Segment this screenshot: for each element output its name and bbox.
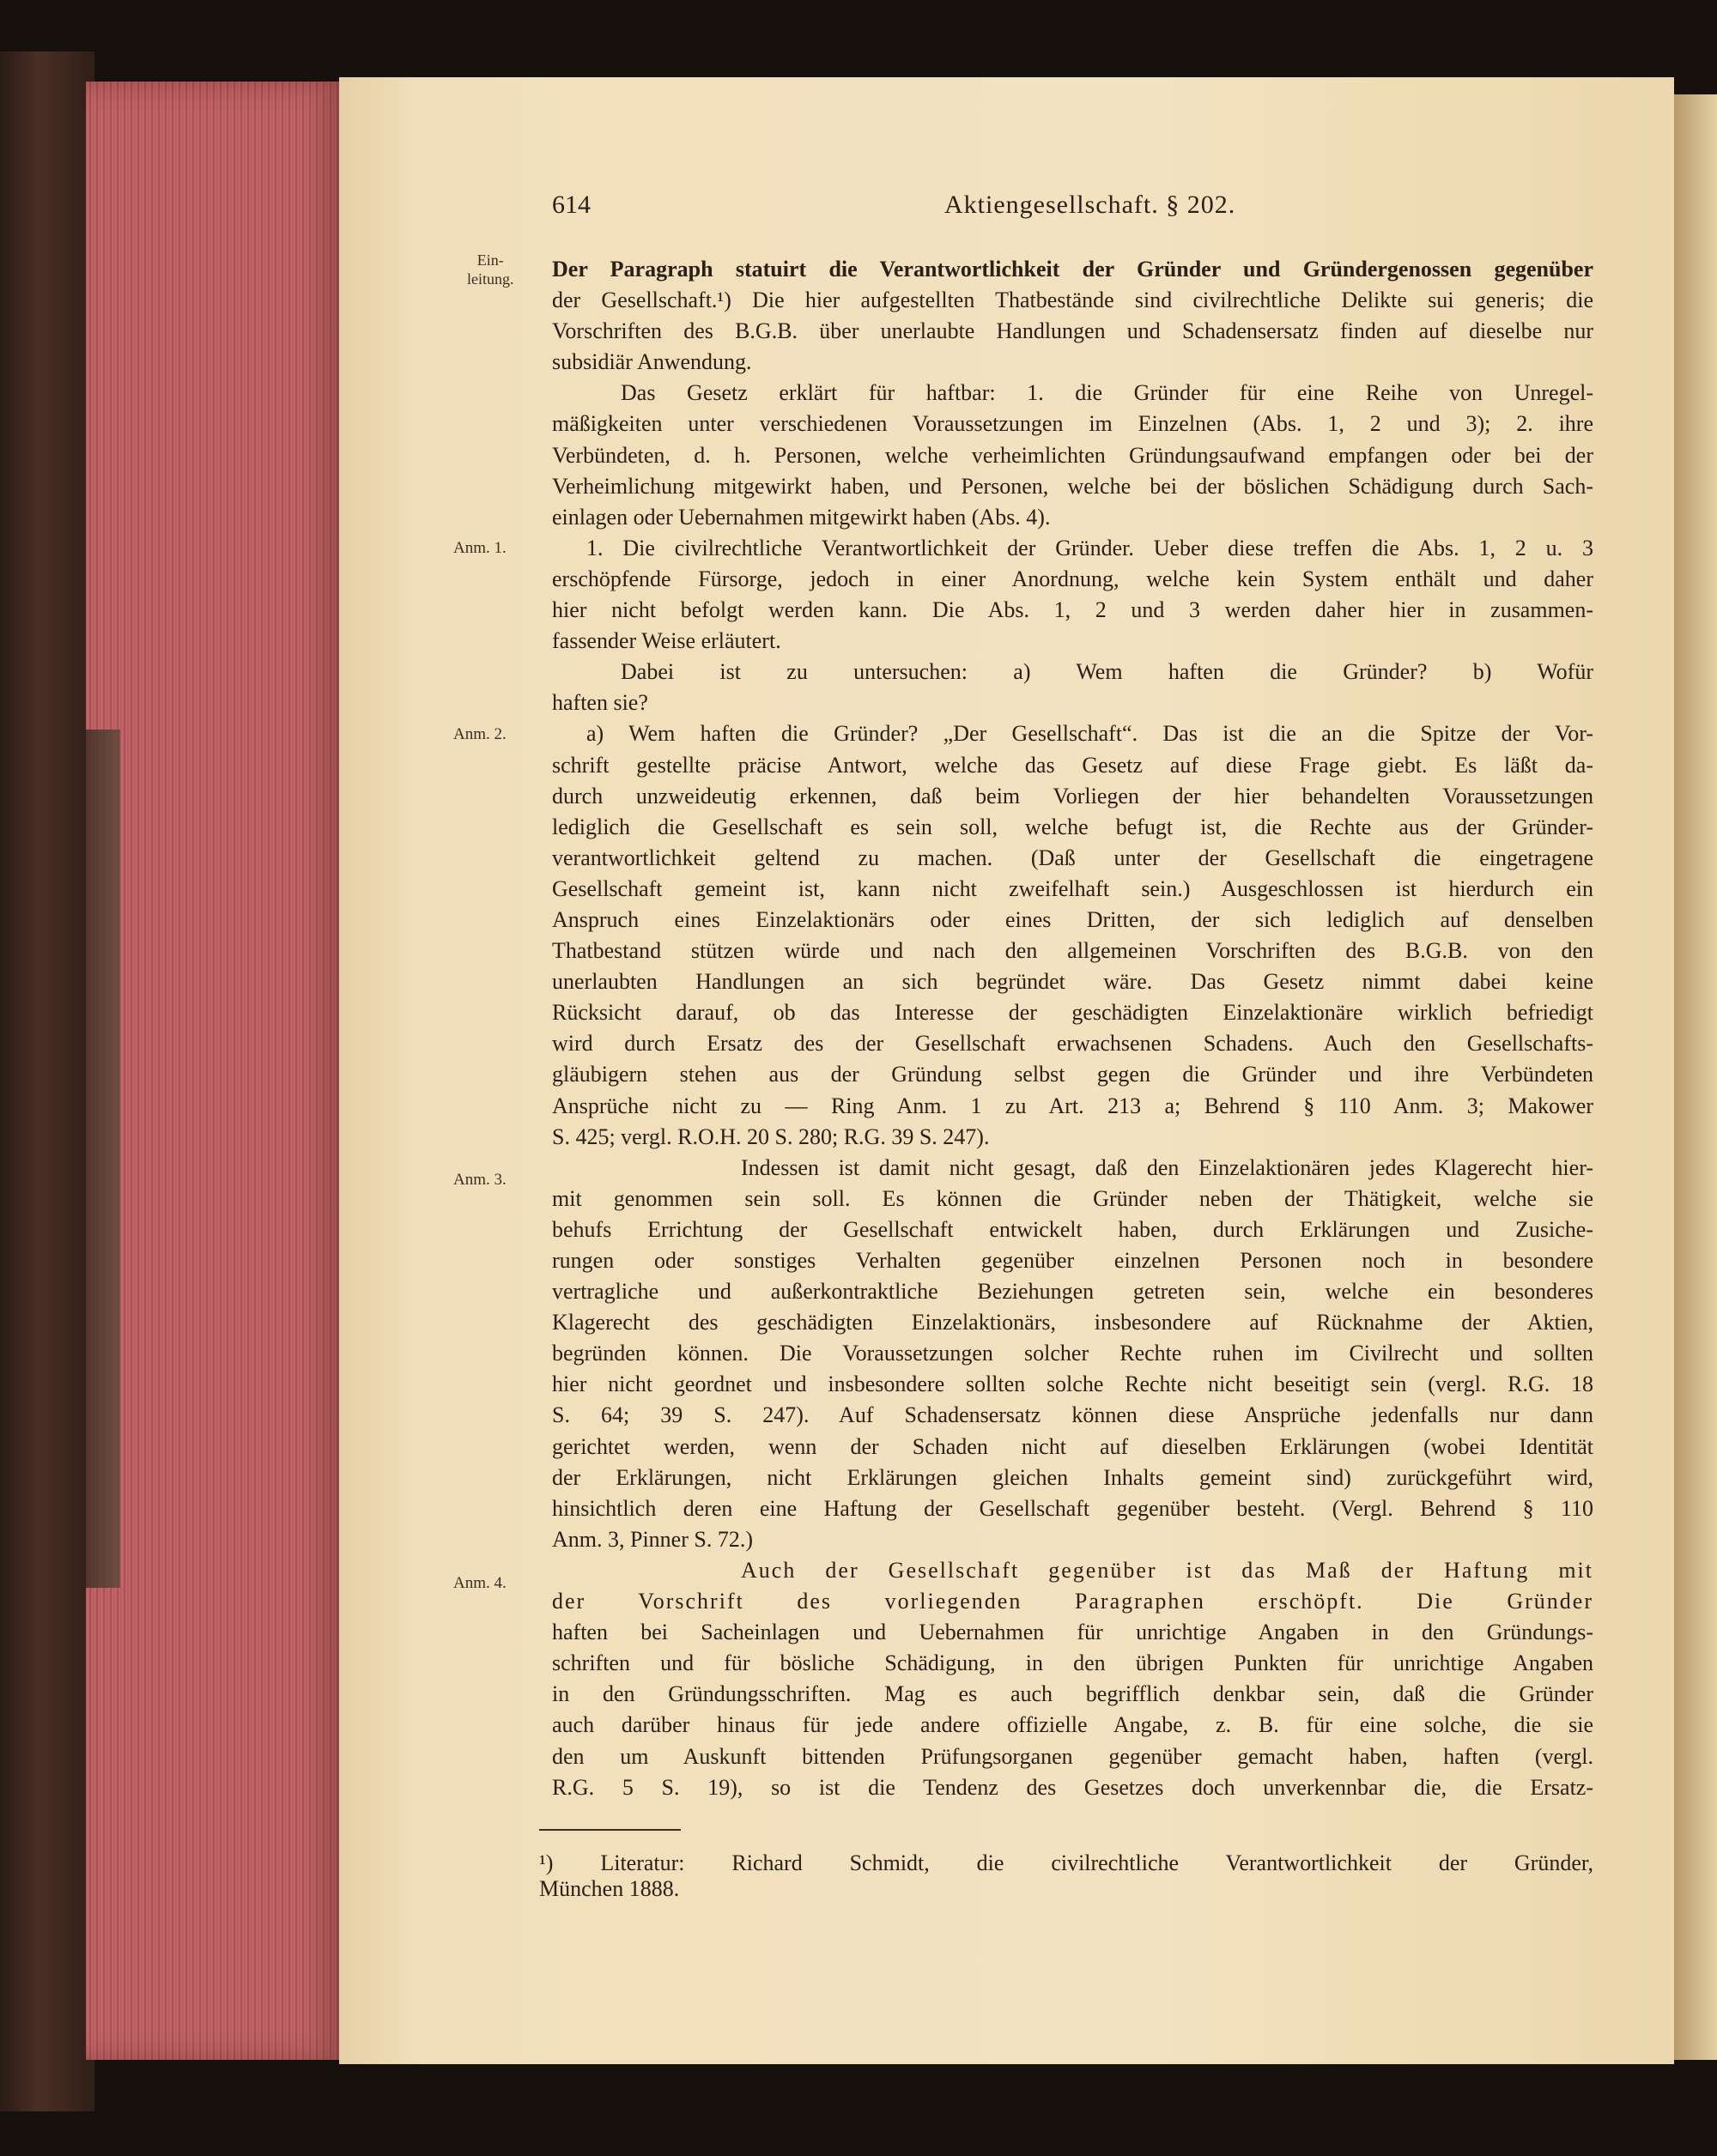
text-line: schriften und für bösliche Schädigung, in den übrigen Punkten für unrichtige Angaben — [552, 1650, 1593, 1676]
text-line: erschöpfende Fürsorge, jedoch in einer Anordnung, welche kein System enthält und daher — [552, 566, 1593, 591]
text-line: Das Gesetz erklärt für haftbar: 1. die Gründer für eine Reihe von Unregel- — [621, 380, 1593, 406]
text-line: begründen können. Die Voraussetzungen solcher Rechte ruhen im Civilrecht und sollten — [552, 1341, 1593, 1366]
text-line: hinsichtlich deren eine Haftung der Gesellschaft gegenüber besteht. (Vergl. Behrend § 110 — [552, 1495, 1593, 1521]
text-line: a) Wem haften die Gründer? „Der Gesellschaft“. Das ist die an die Spitze der Vor- — [586, 721, 1593, 747]
text-line: Indessen ist damit nicht gesagt, daß den Einzelaktionären jedes Klagerecht hier- — [741, 1154, 1593, 1180]
footnote-rule — [539, 1829, 681, 1831]
facing-page-edge — [1674, 94, 1717, 2060]
text-line: Verheimlichung mitgewirkt haben, und Personen, welche bei der böslichen Schädigung durch Sach- — [552, 473, 1593, 499]
text-line: Auch der Gesellschaft gegenüber ist das Maß der Haftung mit — [741, 1557, 1593, 1583]
text-line: hier nicht befolgt werden kann. Die Abs. 1, 2 und 3 werden daher hier in zusammen- — [552, 597, 1593, 623]
footnote-line-2: München 1888. — [539, 1876, 680, 1901]
page-edges — [86, 82, 343, 2060]
text-line: gerichtet werden, wenn der Schaden nicht auf dieselben Erklärungen (wobei Identität — [552, 1433, 1593, 1459]
text-line: S. 64; 39 S. 247). Auf Schadensersatz können diese Ansprüche jedenfalls nur dann — [552, 1402, 1593, 1428]
page-number: 614 — [552, 191, 591, 219]
text-line: durch unzweideutig erkennen, daß beim Vorliegen der hier behandelten Voraussetzungen — [552, 783, 1593, 808]
footnote-line-1: ¹) Literatur: Richard Schmidt, die civilrechtliche Verantwortlichkeit der Gründer, — [539, 1850, 1593, 1875]
margin-note-anm-3: Anm. 3. — [453, 1171, 507, 1189]
text-line: hier nicht geordnet und insbesondere sollten solche Rechte nicht beseitigt sein (vergl. R.G. 18 — [552, 1372, 1593, 1397]
text-line: Dabei ist zu untersuchen: a) Wem haften die Gründer? b) Wofür — [621, 659, 1593, 685]
text-line: Verbündeten, d. h. Personen, welche verheimlichten Gründungsaufwand empfangen oder bei der — [552, 442, 1593, 468]
text-line: mit genommen sein soll. Es können die Gründer neben der Thätigkeit, welche sie — [552, 1185, 1593, 1211]
text-line: haften sie? — [552, 690, 648, 716]
text-line: gläubigern stehen aus der Gründung selbst gegen die Gründer und ihre Verbündeten — [552, 1062, 1593, 1087]
text-line: der Vorschrift des vorliegenden Paragraphen erschöpft. Die Gründer — [552, 1589, 1593, 1614]
text-line: verantwortlichkeit geltend zu machen. (Daß unter der Gesellschaft die eingetragene — [552, 845, 1593, 870]
margin-note-einleitung: Ein- leitung. — [467, 251, 514, 288]
text-line: Anm. 3, Pinner S. 72.) — [552, 1526, 753, 1552]
running-title: Aktiengesellschaft. § 202. — [944, 191, 1236, 219]
text-line: Thatbestand stützen würde und nach den allgemeinen Vorschriften des B.G.B. von den — [552, 938, 1593, 964]
text-line: 1. Die civilrechtliche Verantwortlichkeit der Gründer. Ueber diese treffen die Abs. 1, 2 u. 3 — [586, 535, 1593, 560]
text-line: unerlaubten Handlungen an sich begründet wäre. Das Gesetz nimmt dabei keine — [552, 969, 1593, 995]
margin-note-anm-2: Anm. 2. — [453, 725, 507, 743]
text-line: schrift gestellte präcise Antwort, welche das Gesetz auf diese Frage giebt. Es läßt da- — [552, 752, 1593, 778]
text-line: Der Paragraph statuirt die Verantwortlichkeit der Gründer und Gründergenossen gegenüber — [552, 257, 1593, 282]
page-edge-shadow — [86, 730, 120, 1588]
text-line: subsidiär Anwendung. — [552, 349, 752, 375]
text-line: lediglich die Gesellschaft es sein soll, welche befugt ist, die Rechte aus der Gründer- — [552, 814, 1593, 839]
text-line: rungen oder sonstiges Verhalten gegenüber einzelnen Personen noch in besondere — [552, 1248, 1593, 1273]
text-line: den um Auskunft bittenden Prüfungsorganen gegenüber gemacht haben, haften (vergl. — [552, 1743, 1593, 1769]
text-line: Gesellschaft gemeint ist, kann nicht zweifelhaft sein.) Ausgeschlossen ist hierdurch ein — [552, 875, 1593, 901]
body-text — [552, 254, 1593, 1803]
book-cover — [0, 51, 94, 2111]
text-line: wird durch Ersatz des der Gesellschaft erwachsenen Schadens. Auch den Gesellschafts- — [552, 1031, 1593, 1057]
text-line: einlagen oder Uebernahmen mitgewirkt haben (Abs. 4). — [552, 504, 1051, 530]
text-line: vertragliche und außerkontraktliche Beziehungen getreten sein, welche ein besonderes — [552, 1279, 1593, 1305]
text-line: auch darüber hinaus für jede andere offizielle Angabe, z. B. für eine solche, die sie — [552, 1712, 1593, 1738]
margin-note-anm-4: Anm. 4. — [453, 1574, 507, 1592]
text-line: Anspruch eines Einzelaktionärs oder eines Dritten, der sich lediglich auf denselben — [552, 906, 1593, 932]
text-line: Ansprüche nicht zu — Ring Anm. 1 zu Art. 213 a; Behrend § 110 Anm. 3; Makower — [552, 1093, 1593, 1118]
text-line: der Gesellschaft.¹) Die hier aufgestellten Thatbestände sind civilrechtliche Delikte sui generis; die — [552, 288, 1593, 313]
text-line: Klagerecht des geschädigten Einzelaktionärs, insbesondere auf Rücknahme der Aktien, — [552, 1310, 1593, 1335]
text-line: R.G. 5 S. 19), so ist die Tendenz des Gesetzes doch unverkennbar die, die Ersatz- — [552, 1774, 1593, 1800]
text-line: haften bei Sacheinlagen und Uebernahmen für unrichtige Angaben in den Gründungs- — [552, 1620, 1593, 1645]
text-line: behufs Errichtung der Gesellschaft entwickelt haben, durch Erklärungen und Zusiche- — [552, 1216, 1593, 1242]
text-line: Vorschriften des B.G.B. über unerlaubte Handlungen und Schadensersatz finden auf dieselbe nur — [552, 318, 1593, 344]
text-line: mäßigkeiten unter verschiedenen Voraussetzungen im Einzelnen (Abs. 1, 2 und 3); 2. ihre — [552, 411, 1593, 437]
text-line: fassender Weise erläutert. — [552, 628, 781, 654]
text-line: S. 425; vergl. R.O.H. 20 S. 280; R.G. 39 S. 247). — [552, 1123, 990, 1149]
text-line: der Erklärungen, nicht Erklärungen gleichen Inhalts gemeint sind) zurückgeführt wird, — [552, 1464, 1593, 1490]
margin-note-anm-1: Anm. 1. — [453, 539, 507, 557]
text-line: Rücksicht darauf, ob das Interesse der geschädigten Einzelaktionäre wirklich befriedigt — [552, 1000, 1593, 1026]
text-line: in den Gründungsschriften. Mag es auch begrifflich denkbar sein, daß die Gründer — [552, 1681, 1593, 1707]
